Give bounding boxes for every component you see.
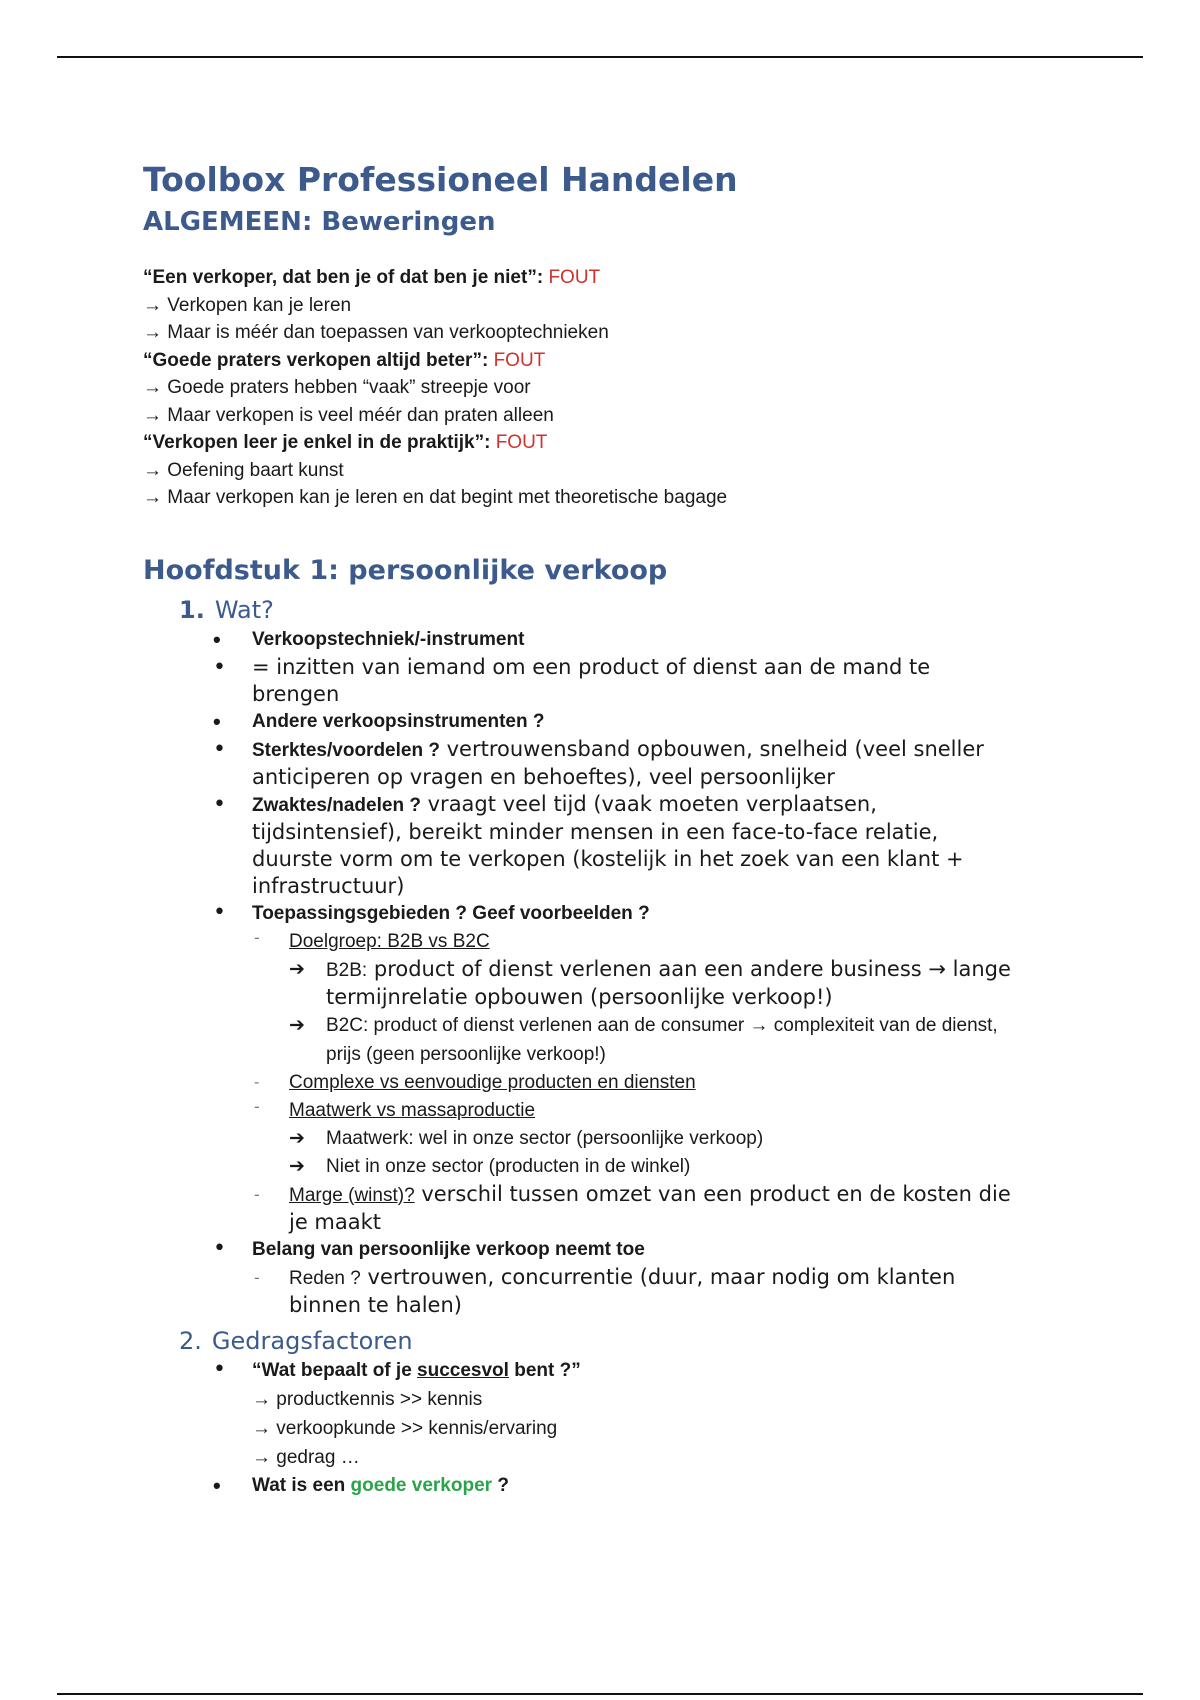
statement-note: → Maar is méér dan toepassen van verkooptechnieken — [143, 322, 609, 343]
statement-note: → Goede praters hebben “vaak” streepje voor — [143, 377, 531, 398]
statement-note: → Maar verkopen is veel méér dan praten alleen — [143, 404, 554, 426]
sublist-item: - Maatwerk vs massaproductie ➔ Maatwerk: wel in onze sector (persoonlijke verkoop) ➔ Niet in onze sector (producten in de winkel) — [252, 1097, 1103, 1181]
list-item: • = inzitten van iemand om een product of dienst aan de mand te brengen — [143, 654, 1103, 708]
statement-claim: “Goede praters verkopen altijd beter”: FOUT — [143, 349, 546, 371]
section-heading: 2. Gedragsfactoren — [179, 1326, 413, 1355]
statement-claim: “Verkopen leer je enkel in de praktijk”: FOUT — [143, 432, 548, 453]
list-item: • Verkoopstechniek/-instrument — [143, 626, 1103, 654]
statements-block — [143, 264, 1103, 512]
bottom-rule — [57, 1693, 1143, 1695]
section1-bullets — [143, 626, 1103, 1319]
list-item: • Zwaktes/nadelen ? vraagt veel tijd (vaak moeten verplaatsen, tijdsintensief), bereikt minder mensen in een face-to-face relatie, duurste vorm om te verkopen (kostelijk in het zoek van een klant + infrastructuur) — [143, 791, 1103, 900]
arrow-list — [289, 1125, 1103, 1181]
list-item: • Wat is een goede verkoper ? — [143, 1472, 1103, 1500]
sublist-item: - Reden ? vertrouwen, concurrentie (duur, maar nodig om klanten binnen te halen) — [252, 1264, 1103, 1319]
sublist-item: - Doelgroep: B2B vs B2C ➔ B2B: product of dienst verlenen aan een andere business → lange termijnrelatie opbouwen (persoonlijke verkoop!) ➔ B2C: product of dienst verlenen aan de consumer → complexiteit van de dienst, prijs (geen persoonlijke verkoop!) — [252, 928, 1103, 1069]
chapter-heading: Hoofdstuk 1: persoonlijke verkoop — [143, 554, 668, 586]
document-body — [143, 160, 1103, 1500]
sublist — [252, 1264, 1103, 1319]
statement-note: → Oefening baart kunst — [143, 459, 344, 481]
sublist-item: - Complexe vs eenvoudige producten en diensten — [252, 1069, 1103, 1097]
document-title: Toolbox Professioneel Handelen — [143, 160, 738, 199]
arrow-item: ➔ B2B: product of dienst verlenen aan een andere business → lange termijnrelatie opbouwen (persoonlijke verkoop!) — [289, 956, 1103, 1011]
list-item: • “Wat bepaalt of je succesvol bent ?” → productkennis >> kennis → verkoopkunde >> kennis/ervaring → gedrag … — [143, 1357, 1103, 1472]
list-item: • Andere verkoopsinstrumenten ? — [143, 708, 1103, 736]
statement-note: → Maar verkopen kan je leren en dat begint met theoretische bagage — [143, 487, 728, 508]
top-rule — [57, 56, 1143, 58]
section-heading: 1. Wat? — [179, 595, 274, 624]
list-item: • Toepassingsgebieden ? Geef voorbeelden ? - Doelgroep: B2B vs B2C ➔ B2B: product of dienst verlenen aan een andere business → lange termijnrelatie opbouwen (persoonlijke verkoop!) ➔ B2C: product of dienst verlenen aan de consumer → complexiteit van de dienst, prijs (geen persoonlijke verkoop!) - Complexe vs eenvoudige producten en diensten - Maatwerk vs massaproductie ➔ Maatwerk: wel in onze sector (persoonlijke verkoop) ➔ Niet in onze sector (producten in de winkel) - Marge (winst)? verschil tussen omzet van een product en de kosten die je maakt — [143, 900, 1103, 1236]
arrow-item: ➔ B2C: product of dienst verlenen aan de consumer → complexiteit van de dienst, prijs (geen persoonlijke verkoop!) — [289, 1011, 1103, 1069]
section2-bullets — [143, 1357, 1103, 1500]
verdict-badge: FOUT — [548, 267, 601, 288]
list-item: • Belang van persoonlijke verkoop neemt toe - Reden ? vertrouwen, concurrentie (duur, maar nodig om klanten binnen te halen) — [143, 1236, 1103, 1319]
arrow-item: ➔ Niet in onze sector (producten in de winkel) — [289, 1153, 1103, 1181]
arrow-list — [289, 956, 1103, 1069]
list-item: • Sterktes/voordelen ? vertrouwensband opbouwen, snelheid (veel sneller anticiperen op vragen en behoeftes), veel persoonlijker — [143, 736, 1103, 791]
statement-note: → Verkopen kan je leren — [143, 294, 352, 316]
sublist — [252, 928, 1103, 1236]
statement-claim: “Een verkoper, dat ben je of dat ben je niet”: FOUT — [143, 267, 601, 288]
verdict-badge: FOUT — [493, 349, 546, 371]
verdict-badge: FOUT — [495, 432, 548, 453]
arrow-item: ➔ Maatwerk: wel in onze sector (persoonlijke verkoop) — [289, 1125, 1103, 1153]
document-subtitle: ALGEMEEN: Beweringen — [143, 207, 496, 237]
sublist-item: - Marge (winst)? verschil tussen omzet van een product en de kosten die je maakt — [252, 1181, 1103, 1236]
